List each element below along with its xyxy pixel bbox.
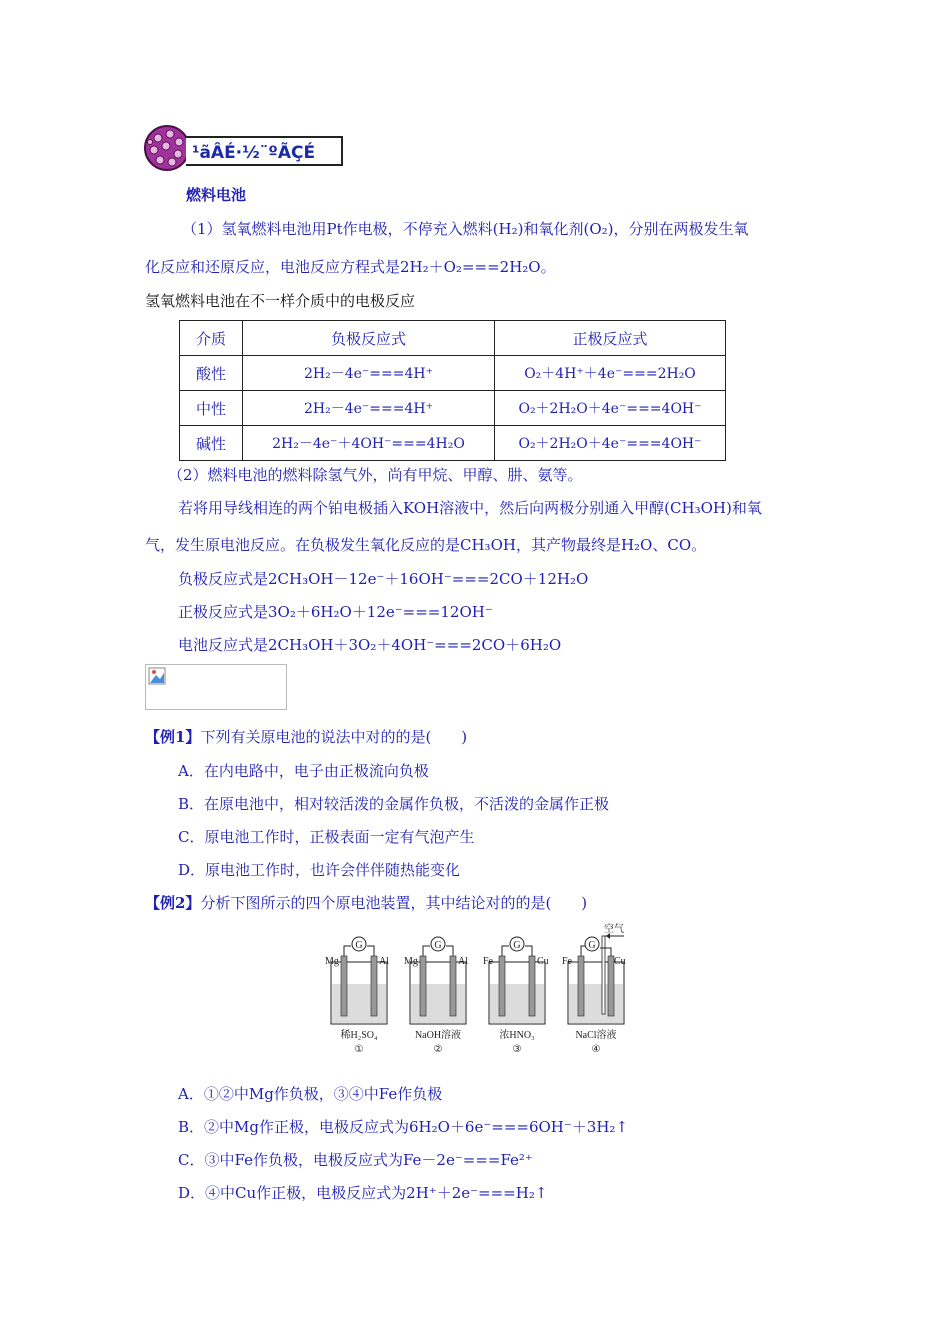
cell-3-solution: 浓HNO₃ [499,1030,535,1041]
galvanic-cells-figure [315,922,635,1058]
table-row [180,426,726,461]
cell-equation: 电池反应式是2CH₃OH＋3O₂＋4OH⁻===2CO＋6H₂O [178,636,562,654]
example-2-question: 分析下图所示的四个原电池装置，其中结论对的的是( ) [200,894,588,912]
section-title: 燃料电池 [186,186,247,204]
cell-2-number: ② [433,1044,443,1055]
table-header-cell: 正极反应式 [495,321,726,356]
table-cell: 碱性 [180,426,243,461]
example-2-option-a: A．①②中Mg作负极，③④中Fe作负极 [178,1085,443,1103]
cell-1-meter-label: G [355,940,363,951]
table-header-cell: 介质 [180,321,243,356]
cell-1-number: ① [354,1044,364,1055]
example-1-option-b: B．在原电池中，相对较活泼的金属作负极，不活泼的金属作正极 [178,795,610,813]
table-caption: 氢氧燃料电池在不一样介质中的电极反应 [145,292,416,310]
example-1-question: 下列有关原电池的说法中对的的是( ) [200,728,468,746]
table-cell: 2H₂－4e⁻===4H⁺ [243,356,495,391]
table-row [180,356,726,391]
example-1-option-a: A．在内电路中，电子由正极流向负极 [178,762,429,780]
table-cell: 中性 [180,391,243,426]
cell-2-right-electrode: Al [458,956,468,967]
paragraph-1-line-2: 化反应和还原反应，电池反应方程式是2H₂＋O₂===2H₂O。 [145,258,556,276]
paragraph-2: （2）燃料电池的燃料除氢气外，尚有甲烷、甲醇、肼、氨等。 [168,466,583,484]
cell-2-left-electrode: Mg [404,956,418,967]
cell-2-meter-label: G [434,940,442,951]
table-cell: 2H₂－4e⁻===4H⁺ [243,391,495,426]
table-cell: O₂＋4H⁺＋4e⁻===2H₂O [495,356,726,391]
cell-1 [325,937,389,1055]
image-placeholder [145,664,287,710]
cell-4-solution: NaCl溶液 [575,1030,617,1041]
example-1-prefix: 【例1】 [145,728,201,746]
example-1-option-c: C．原电池工作时，正极表面一定有气泡产生 [178,828,475,846]
cell-3-number: ③ [512,1044,522,1055]
cell-3-right-electrode: Cu [537,956,549,967]
cell-1-left-electrode: Mg [325,956,339,967]
electrode-reaction-table [179,320,726,461]
air-label: 空气 [604,924,624,935]
table-cell: O₂＋2H₂O＋4e⁻===4OH⁻ [495,426,726,461]
cell-4-right-electrode: Cu [614,956,626,967]
example-2-stem [145,892,587,913]
example-2-option-c: C．③中Fe作负极，电极反应式为Fe－2e⁻===Fe²⁺ [178,1151,533,1169]
paragraph-3-line-2: 气，发生原电池反应。在负极发生氧化反应的是CH₃OH，其产物最终是H₂O、CO。 [145,536,707,554]
paragraph-3-line-1: 若将用导线相连的两个铂电极插入KOH溶液中，然后向两极分别通入甲醇(CH₃OH)和氧 [178,499,762,517]
cell-3-left-electrode: Fe [483,956,493,967]
logo-text: ¹ãÂÉ·½¨ºÃÇÉ [186,136,343,166]
positive-equation: 正极反应式是3O₂＋6H₂O＋12e⁻===12OH⁻ [178,603,493,621]
table-cell: O₂＋2H₂O＋4e⁻===4OH⁻ [495,391,726,426]
example-2-option-d: D．④中Cu作正极，电极反应式为2H⁺＋2e⁻===H₂↑ [178,1184,548,1202]
table-row [180,391,726,426]
cell-2-solution: NaOH溶液 [414,1030,462,1041]
cell-1-right-electrode: Al [379,956,389,967]
example-1-option-d: D．原电池工作时，也许会伴伴随热能变化 [178,861,461,879]
paragraph-1-line-1: （1）氢氧燃料电池用Pt作电极，不停充入燃料(H₂)和氧化剂(O₂)，分别在两极发生氧 [182,220,749,238]
cell-4 [562,922,626,1055]
fullerene-icon [142,124,192,172]
broken-image-icon [148,667,166,685]
example-2-option-b: B．②中Mg作正极，电极反应式为6H₂O＋6e⁻===6OH⁻＋3H₂↑ [178,1118,629,1136]
cell-3-meter-label: G [513,940,521,951]
table-header-cell: 负极反应式 [243,321,495,356]
table-cell: 酸性 [180,356,243,391]
cell-2 [404,937,468,1055]
cell-1-solution: 稀H₂SO₄ [340,1030,378,1041]
cell-4-left-electrode: Fe [562,956,572,967]
example-2-prefix: 【例2】 [145,894,201,912]
cell-3 [483,937,549,1055]
table-cell: 2H₂－4e⁻＋4OH⁻===4H₂O [243,426,495,461]
cell-4-meter-label: G [588,940,596,951]
table-header-row [180,321,726,356]
negative-equation: 负极反应式是2CH₃OH－12e⁻＋16OH⁻===2CO＋12H₂O [178,570,589,588]
example-1-stem [145,726,467,747]
cell-4-number: ④ [591,1044,601,1055]
